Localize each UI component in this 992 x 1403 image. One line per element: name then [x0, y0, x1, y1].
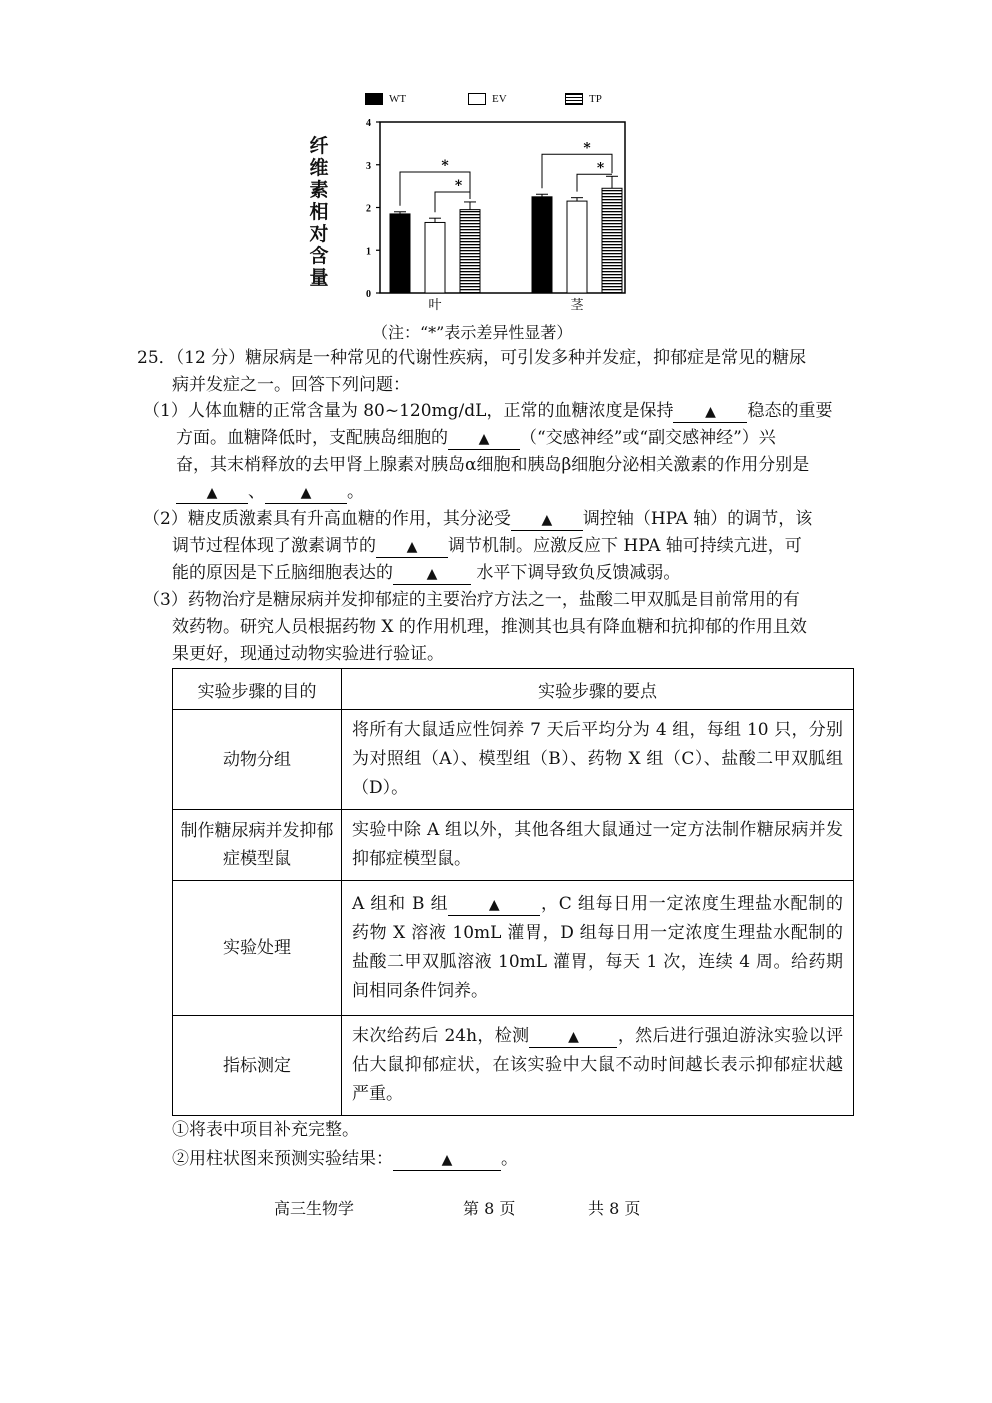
- row2-points: 实验中除 A 组以外，其他各组大鼠通过一定方法制作糖尿病并发抑郁症模型鼠。: [342, 810, 854, 881]
- table-row: [173, 1016, 854, 1116]
- y-tick-label: 2: [366, 203, 371, 215]
- q25-p1-line1: [143, 398, 832, 425]
- significance-star: *: [596, 160, 605, 177]
- row3-points-b: ，C 组每日用一定浓度生理盐水配制的药物 X 溶液 10mL 灌胃，D 组每日用一定浓度生理盐水配制的盐酸二甲双胍溶液 10mL 灌胃，每天 1 次，连续 4 周。给药期间相同条件饲养。: [352, 894, 843, 1001]
- p1-l4-end: 。: [347, 482, 364, 502]
- bar-tp-1: [602, 188, 622, 293]
- q25-p1-line4: [176, 479, 364, 506]
- row4-points-a: 末次给药后 24h，检测: [352, 1026, 530, 1046]
- q25-p2-line1: [143, 506, 812, 533]
- cellulose-bar-chart: [300, 85, 640, 340]
- header-points: 实验步骤的要点: [342, 669, 854, 710]
- answer-blank-8[interactable]: [393, 1149, 501, 1171]
- table-header-row: [173, 669, 854, 710]
- q25-p3-line3: 果更好，现通过动物实验进行验证。: [172, 644, 444, 664]
- footer-page-number: 第 8 页: [463, 1199, 516, 1218]
- experiment-steps-table: [172, 668, 854, 1116]
- bar-tp-0: [460, 210, 480, 293]
- answer-blank-6[interactable]: [376, 536, 448, 558]
- answer-blank-3[interactable]: [176, 482, 248, 504]
- y-tick-label: 0: [366, 289, 371, 300]
- header-purpose: 实验步骤的目的: [173, 669, 342, 710]
- row3-points-a: A 组和 B 组: [352, 894, 449, 914]
- subquestion-1: ①将表中项目补充完整。: [172, 1120, 359, 1140]
- table-row: [173, 810, 854, 881]
- row1-points: 将所有大鼠适应性饲养 7 天后平均分为 4 组，每组 10 只，分别为对照组（A）、模型组（B）、药物 X 组（C）、盐酸二甲双胍组（D）。: [342, 710, 854, 810]
- row3-points: [342, 881, 854, 1016]
- legend-label-ev: EV: [492, 93, 507, 105]
- row1-purpose: 动物分组: [173, 710, 342, 810]
- row3-purpose: 实验处理: [173, 881, 342, 1016]
- row4-points-b: ，然后进行强迫游泳实验以评估大鼠抑郁症状，在该实验中大鼠不动时间越长表示抑郁症状越严重。: [352, 1026, 844, 1104]
- x-tick-label: 叶: [428, 298, 442, 313]
- y-tick-label: 4: [366, 118, 371, 129]
- q25-p2-line3: [172, 560, 680, 587]
- chart-note: （注：“*”表示差异性显著）: [372, 323, 573, 342]
- blank-mark: ▲: [406, 539, 418, 555]
- p1-l2-text-b: （“交感神经”或“副交感神经”）兴: [520, 428, 776, 448]
- y-tick-label: 3: [366, 160, 371, 172]
- q25-title-line1: 25．（12 分）糖尿病是一种常见的代谢性疾病，可引发多种并发症，抑郁症是常见的糖尿: [137, 348, 807, 368]
- p2-l2-text-b: 调节机制。应激反应下 HPA 轴可持续亢进，可: [448, 536, 802, 556]
- p1-l1-text-a: （1）人体血糖的正常含量为 80~120mg/dL，正常的血糖浓度是保持: [143, 401, 674, 421]
- q25-p1-line3: 奋，其末梢释放的去甲肾上腺素对胰岛α细胞和胰岛β细胞分泌相关激素的作用分别是: [176, 455, 810, 475]
- x-tick-label: 茎: [570, 298, 584, 313]
- significance-star: *: [583, 140, 591, 157]
- answer-blank-table-2[interactable]: [529, 1026, 617, 1048]
- answer-blank-2[interactable]: [448, 428, 520, 450]
- legend-label-wt: WT: [389, 93, 407, 105]
- subquestion-2: [172, 1146, 518, 1173]
- q25-p1-line2: [176, 425, 776, 452]
- y-axis-label: 纤维素相对含量: [309, 135, 329, 289]
- y-tick-label: 1: [366, 246, 371, 258]
- significance-star: *: [441, 157, 449, 174]
- blank-mark: ▲: [541, 512, 553, 528]
- p2-l1-text-a: （2）糖皮质激素具有升高血糖的作用，其分泌受: [143, 509, 511, 529]
- q25-p3-line2: 效药物。研究人员根据药物 X 的作用机理，推测其也具有降血糖和抗抑郁的作用且效: [172, 617, 807, 637]
- p2-l2-text-a: 调节过程体现了激素调节的: [172, 536, 376, 556]
- answer-blank-7[interactable]: [393, 563, 471, 585]
- answer-blank-4[interactable]: [265, 482, 347, 504]
- p1-l2-text-a: 方面。血糖降低时，支配胰岛细胞的: [176, 428, 448, 448]
- subquestion-2-text: ②用柱状图来预测实验结果：: [172, 1149, 393, 1169]
- table-row: [173, 881, 854, 1016]
- bar-wt-1: [532, 197, 552, 293]
- bar-wt-0: [390, 214, 410, 293]
- p2-l3-text-b: 水平下调导致负反馈减弱。: [471, 563, 681, 583]
- blank-mark: ▲: [426, 566, 438, 582]
- blank-mark: ▲: [441, 1152, 453, 1168]
- answer-blank-table-1[interactable]: [448, 894, 540, 916]
- significance-star: *: [454, 177, 463, 194]
- answer-blank-1[interactable]: [673, 401, 747, 423]
- p2-l3-text-a: 能的原因是下丘脑细胞表达的: [172, 563, 393, 583]
- p2-l1-text-b: 调控轴（HPA 轴）的调节，该: [582, 509, 813, 529]
- q25-title-line2: 病并发症之一。回答下列问题：: [172, 375, 410, 395]
- footer-subject: 高三生物学: [274, 1199, 355, 1218]
- table-row: [173, 710, 854, 810]
- q25-p3-line1: （3）药物治疗是糖尿病并发抑郁症的主要治疗方法之一，盐酸二甲双胍是目前常用的有: [143, 590, 800, 610]
- p1-l4-sep: 、: [248, 482, 265, 502]
- footer-total-pages: 共 8 页: [588, 1199, 641, 1218]
- answer-blank-5[interactable]: [511, 509, 583, 531]
- bar-ev-0: [425, 222, 445, 293]
- blank-mark: ▲: [705, 404, 716, 420]
- legend-label-tp: TP: [589, 93, 602, 105]
- row4-purpose: 指标测定: [173, 1016, 342, 1116]
- blank-mark: ▲: [568, 1029, 579, 1045]
- blank-mark: ▲: [478, 431, 490, 447]
- blank-mark: ▲: [206, 485, 218, 501]
- subquestion-2-end: 。: [501, 1149, 518, 1169]
- chart-plot-area: [300, 85, 640, 320]
- bar-ev-1: [567, 201, 587, 293]
- q25-p2-line2: [172, 533, 802, 560]
- blank-mark: ▲: [488, 897, 500, 913]
- p1-l1-text-b: 稳态的重要: [747, 401, 833, 421]
- row4-points: [342, 1016, 854, 1116]
- row2-purpose: 制作糖尿病并发抑郁症模型鼠: [173, 810, 342, 881]
- blank-mark: ▲: [300, 485, 312, 501]
